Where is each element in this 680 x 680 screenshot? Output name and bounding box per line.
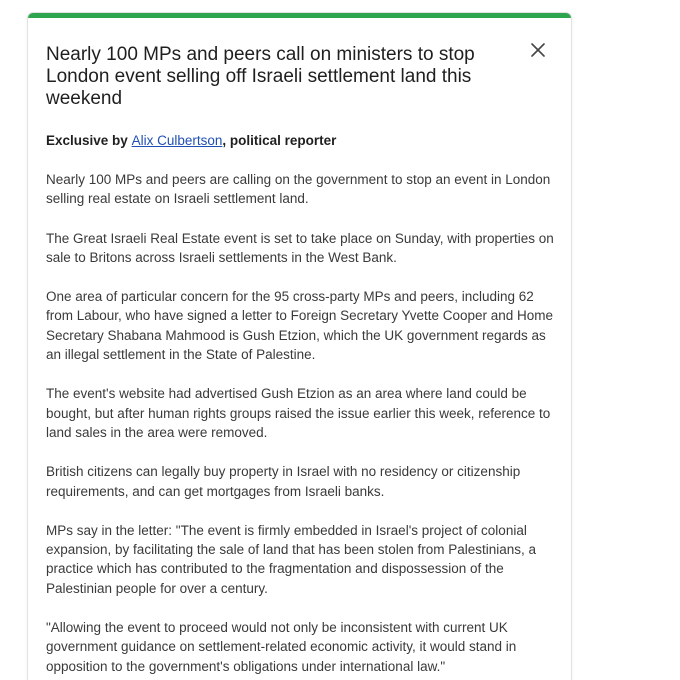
author-link[interactable]: Alix Culbertson (131, 133, 223, 148)
article-byline (46, 132, 336, 150)
article-paragraph: The Great Israeli Real Estate event is set to take place on Sunday, with properties on sale to Britons across Israeli settlements in the West Bank. (46, 230, 554, 265)
article-paragraph: The event's website had advertised Gush Etzion as an area where land could be bought, but after human rights groups raised the issue earlier this week, reference to land sales in the area were removed. (46, 386, 551, 440)
close-icon (527, 39, 549, 61)
close-button[interactable] (527, 39, 549, 61)
byline-suffix: , political reporter (222, 133, 337, 148)
article-paragraph: MPs say in the letter: "The event is firmly embedded in Israel's project of colonial expansion, by facilitating the sale of land that has been stolen from Palestinians, a practice which has contributed to the fragmentation and dispossession of the Palestinian people for over a century. (46, 522, 537, 596)
article-card (27, 12, 572, 680)
article-paragraph: Nearly 100 MPs and peers are calling on the government to stop an event in London selling real estate on Israeli settlement land. (46, 172, 551, 207)
article-headline: Nearly 100 MPs and peers call on ministers to stop London event selling off Israeli settlement land this weekend (46, 44, 475, 109)
article-body (46, 170, 556, 680)
accent-bar (28, 13, 571, 18)
byline-prefix: Exclusive by (46, 133, 132, 148)
article-paragraph: British citizens can legally buy property in Israel with no residency or citizenship requirements, and can get mortgages from Israeli banks. (46, 464, 521, 499)
article-paragraph: One area of particular concern for the 95 cross-party MPs and peers, including 62 from Labour, who have signed a letter to Foreign Secretary Yvette Cooper and Home Secretary Shabana Mahmood is Gush Etzion, which the UK government regards as an illegal settlement in the State of Palestine. (46, 289, 554, 363)
article-paragraph: "Allowing the event to proceed would not only be inconsistent with current UK government guidance on settlement-related economic activity, it would stand in opposition to the government's obligations under international law." (46, 620, 517, 674)
